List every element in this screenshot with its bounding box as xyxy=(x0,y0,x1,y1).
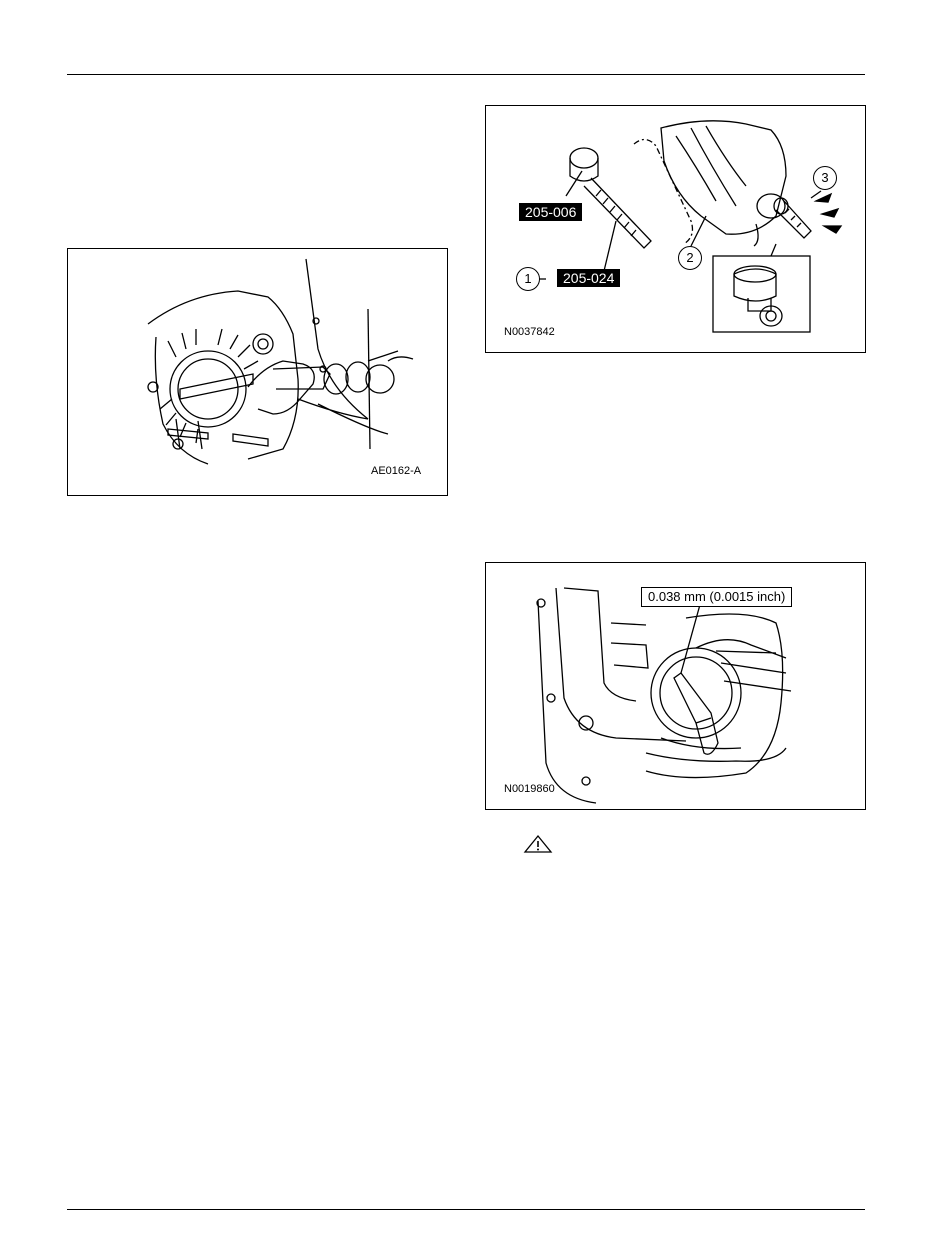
callout-1: 1 xyxy=(516,267,540,291)
tool-tag-205-006: 205-006 xyxy=(519,203,582,221)
figure-id-label: N0019860 xyxy=(504,783,555,795)
footer-rule xyxy=(67,1209,865,1210)
figure-n0037842 xyxy=(485,105,866,353)
tool-tag-205-024: 205-024 xyxy=(557,269,620,287)
figure-n0019860 xyxy=(485,562,866,810)
dimension-label: 0.038 mm (0.0015 inch) xyxy=(641,587,792,607)
header-rule xyxy=(67,74,865,75)
figure-id-label: AE0162-A xyxy=(371,465,422,477)
callout-3: 3 xyxy=(813,166,837,190)
figure-ae0162 xyxy=(67,248,448,496)
callout-2: 2 xyxy=(678,246,702,270)
pinion-seal-tool-illustration xyxy=(486,106,866,353)
housing-seal-illustration xyxy=(68,249,448,496)
warning-triangle-icon xyxy=(522,834,554,854)
figure-id-label: N0037842 xyxy=(504,326,555,338)
